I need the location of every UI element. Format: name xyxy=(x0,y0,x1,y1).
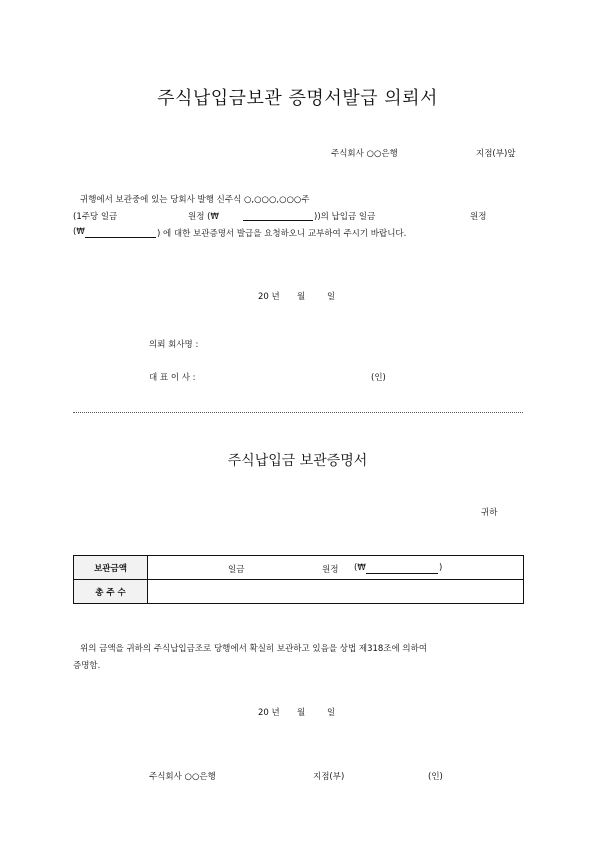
table-row xyxy=(74,556,524,580)
deposit-amount-won-sign: (₩ xyxy=(354,563,366,573)
certificate-statement-line1: 위의 금액을 귀하의 주식납입금조로 당행에서 확실히 보관하고 있음을 상법 제318조에 의하여 xyxy=(80,644,428,654)
payment-amount-blank xyxy=(85,228,156,238)
request-date-month: 월 xyxy=(297,292,306,302)
requesting-company-label: 의뢰 회사명 : xyxy=(149,340,199,350)
deposit-amount-label: 보관금액 xyxy=(74,556,148,580)
table-row xyxy=(74,580,524,604)
price-per-share-blank xyxy=(243,211,313,221)
request-date-year: 20 년 xyxy=(258,292,280,302)
total-shares-cell xyxy=(148,580,524,604)
certificate-bank: 주식회사 ○○은행 xyxy=(149,772,216,782)
deposit-amount-blank xyxy=(366,564,438,574)
certificate-date-day: 일 xyxy=(327,708,336,718)
request-paragraph-line2-a: (1주당 일금 xyxy=(73,212,118,222)
certificate-branch: 지점(부) xyxy=(313,772,345,782)
request-date-day: 일 xyxy=(327,292,336,302)
certificate-title: 주식납입금 보관증명서 xyxy=(227,453,368,469)
deposit-amount-close: ) xyxy=(439,563,443,573)
certificate-seal: (인) xyxy=(428,772,443,782)
request-paragraph-line2-d: 원정 xyxy=(470,212,487,222)
deposit-amount-won: 원정 xyxy=(322,565,339,575)
request-paragraph-line3-b: ) 에 대한 보관증명서 발급을 요청하오니 교부하여 주시기 바랍니다. xyxy=(157,229,407,239)
request-paragraph-line1: 귀행에서 보관중에 있는 당회사 발행 신주식 ○,○○○,○○○주 xyxy=(80,195,310,205)
request-seal: (인) xyxy=(371,373,386,383)
request-title: 주식납입금보관 증명서발급 의뢰서 xyxy=(157,88,438,109)
addressee-branch: 지점(부)앞 xyxy=(476,149,516,159)
certificate-statement-line2: 증명함. xyxy=(73,661,101,671)
certificate-recipient: 귀하 xyxy=(481,508,498,518)
request-paragraph-line2-c: ))의 납입금 일금 xyxy=(314,212,376,222)
addressee-bank: 주식회사 ○○은행 xyxy=(331,149,398,159)
request-paragraph-line3-a: (₩ xyxy=(73,227,85,237)
certificate-table xyxy=(73,555,524,604)
certificate-date-year: 20 년 xyxy=(258,708,280,718)
deposit-amount-prefix: 일금 xyxy=(228,565,245,575)
deposit-amount-cell xyxy=(148,556,524,580)
cut-line-divider xyxy=(73,412,523,413)
ceo-label: 대 표 이 사 : xyxy=(149,373,196,383)
total-shares-label: 총 주 수 xyxy=(74,580,148,604)
certificate-date-month: 월 xyxy=(297,708,306,718)
request-paragraph-line2-b: 원정 (₩ xyxy=(188,212,219,222)
